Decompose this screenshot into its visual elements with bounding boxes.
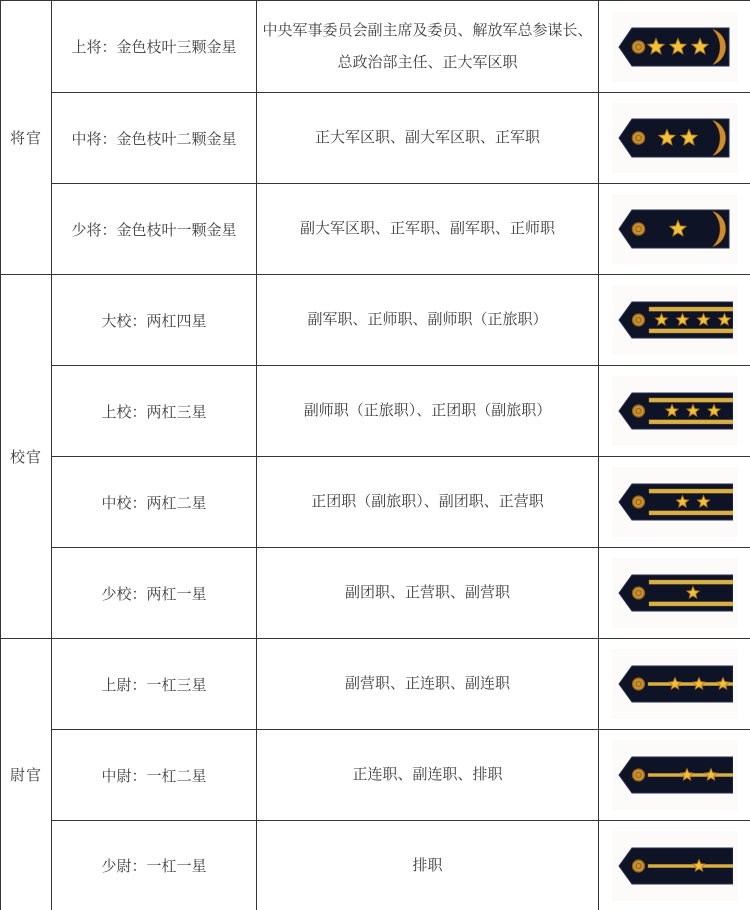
table-row — [1, 457, 750, 548]
rank-cell: 少校：两杠一星 — [52, 548, 257, 639]
group-label-generals: 将官 — [1, 1, 52, 275]
group-label-company-officers: 尉官 — [1, 639, 52, 910]
table-row — [1, 184, 750, 275]
epaulette-image-company-1-star — [612, 831, 738, 901]
table-row — [1, 93, 750, 184]
rank-cell: 少尉：一杠一星 — [52, 821, 257, 910]
epaulette-image-field-4-stars — [612, 285, 738, 355]
insignia-cell — [599, 93, 750, 184]
epaulette-image-field-1-star — [612, 558, 738, 628]
epaulette-image-general-3-stars — [612, 12, 738, 82]
positions-cell: 副大军区职、正军职、副军职、正师职 — [257, 184, 599, 275]
rank-cell: 中尉：一杠二星 — [52, 730, 257, 821]
positions-cell: 正大军区职、副大军区职、正军职 — [257, 93, 599, 184]
epaulette-image-field-2-stars — [612, 467, 738, 537]
rank-cell: 上尉：一杠三星 — [52, 639, 257, 730]
insignia-cell — [599, 1, 750, 93]
epaulette-image-general-1-star — [612, 194, 738, 264]
insignia-cell — [599, 275, 750, 366]
table-row — [1, 1, 750, 93]
table-row — [1, 821, 750, 910]
group-label-field-officers: 校官 — [1, 275, 52, 639]
insignia-cell — [599, 639, 750, 730]
positions-cell: 副营职、正连职、副连职 — [257, 639, 599, 730]
insignia-cell — [599, 457, 750, 548]
positions-cell: 正连职、副连职、排职 — [257, 730, 599, 821]
positions-cell: 中央军事委员会副主席及委员、解放军总参谋长、总政治部主任、正大军区职 — [257, 1, 599, 93]
insignia-cell — [599, 366, 750, 457]
insignia-cell — [599, 548, 750, 639]
rank-cell: 上校：两杠三星 — [52, 366, 257, 457]
rank-cell: 中将：金色枝叶二颗金星 — [52, 93, 257, 184]
insignia-cell — [599, 730, 750, 821]
positions-cell: 副团职、正营职、副营职 — [257, 548, 599, 639]
table-row — [1, 548, 750, 639]
positions-cell: 正团职（副旅职）、副团职、正营职 — [257, 457, 599, 548]
insignia-cell — [599, 821, 750, 910]
table-row — [1, 275, 750, 366]
positions-cell: 副军职、正师职、副师职（正旅职） — [257, 275, 599, 366]
positions-cell: 副师职（正旅职）、正团职（副旅职） — [257, 366, 599, 457]
epaulette-image-company-3-stars — [612, 649, 738, 719]
table-row — [1, 639, 750, 730]
table-row — [1, 730, 750, 821]
insignia-cell — [599, 184, 750, 275]
rank-cell: 中校：两杠二星 — [52, 457, 257, 548]
epaulette-image-field-3-stars — [612, 376, 738, 446]
table-row — [1, 366, 750, 457]
rank-cell: 少将：金色枝叶一颗金星 — [52, 184, 257, 275]
rank-cell: 大校：两杠四星 — [52, 275, 257, 366]
positions-cell: 排职 — [257, 821, 599, 910]
epaulette-image-company-2-stars — [612, 740, 738, 810]
epaulette-image-general-2-stars — [612, 103, 738, 173]
rank-cell: 上将：金色枝叶三颗金星 — [52, 1, 257, 93]
